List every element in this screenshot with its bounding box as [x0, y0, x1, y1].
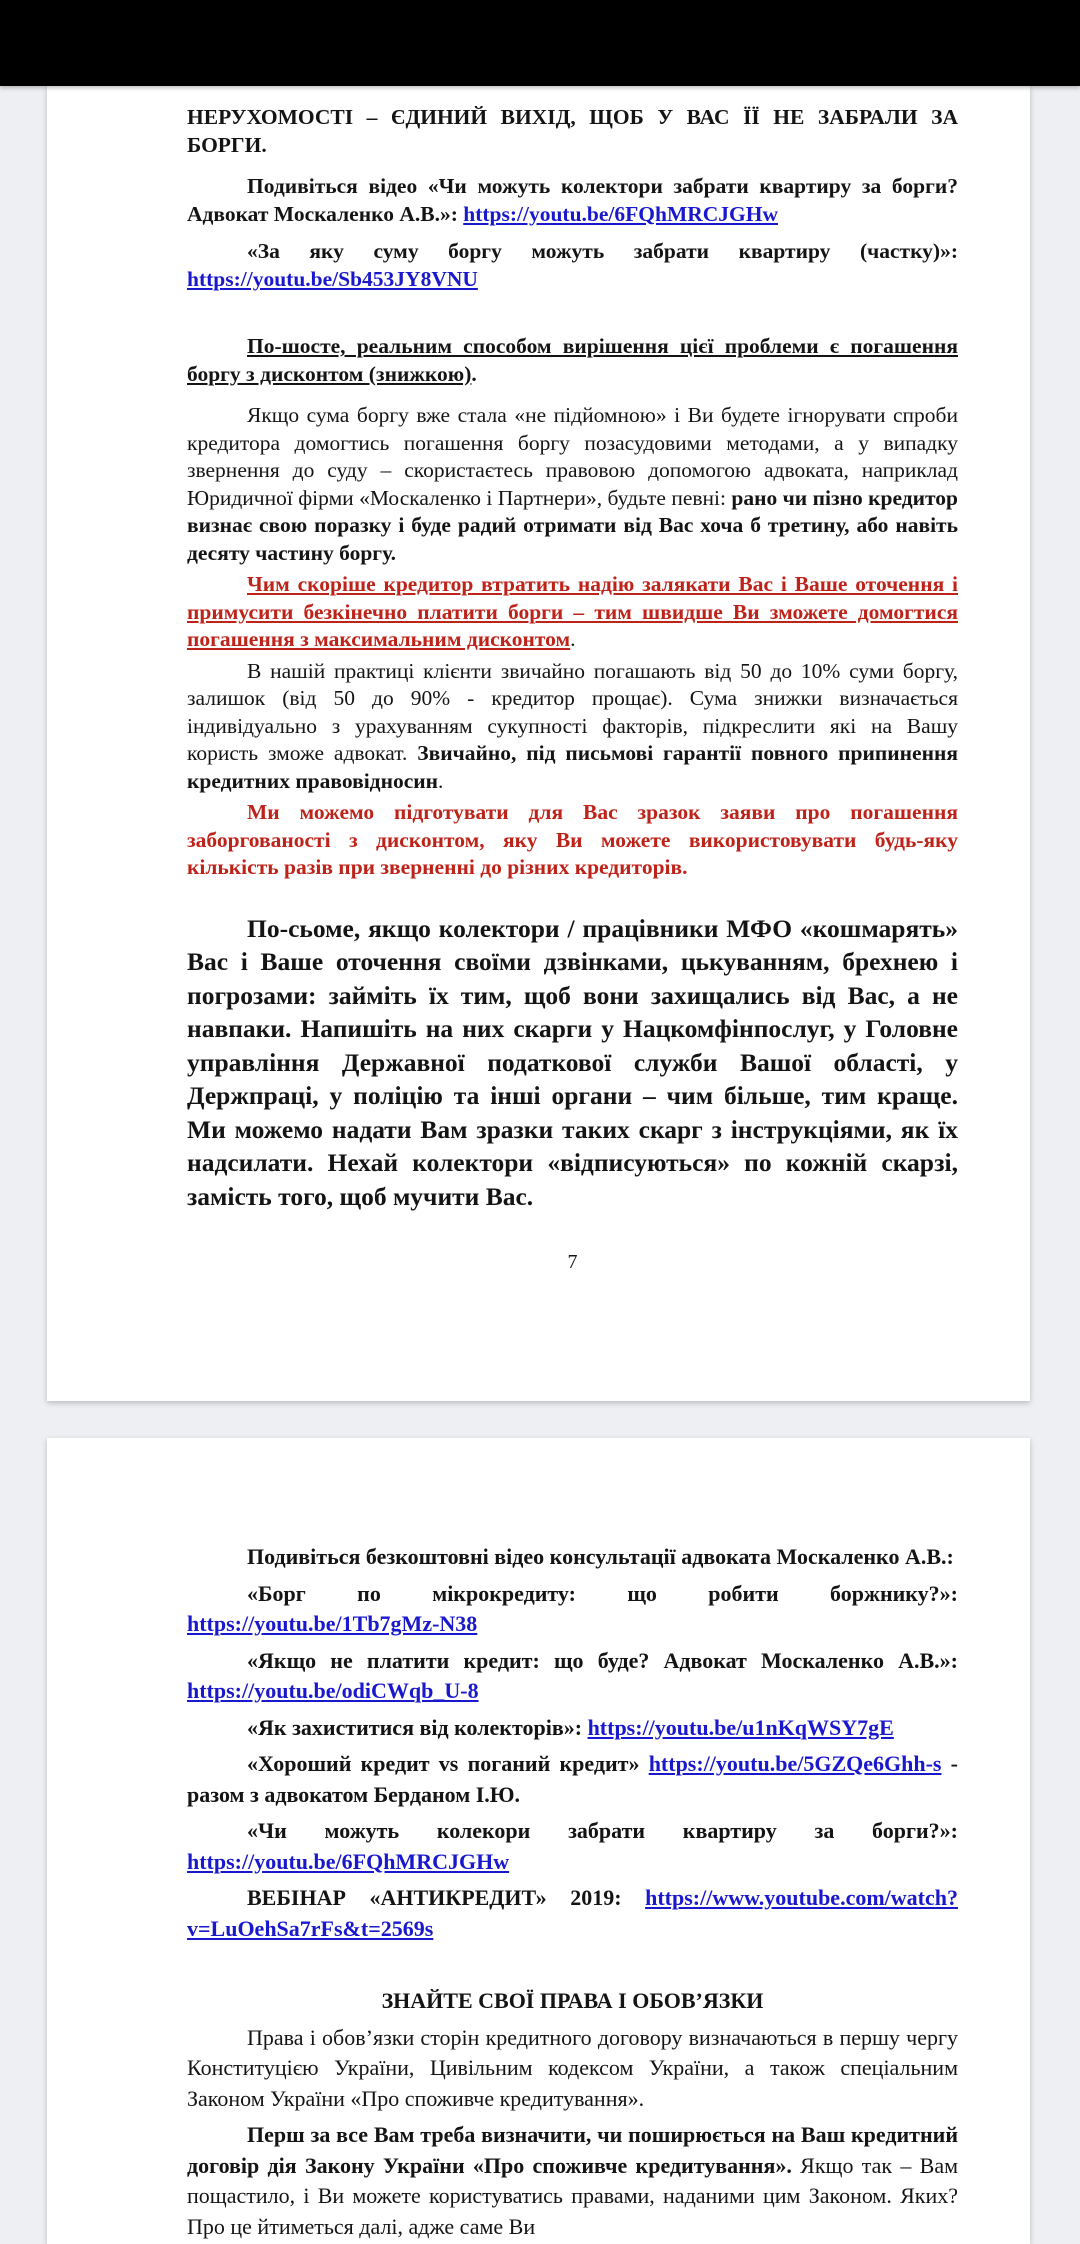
text-segment: ЗНАЙТЕ СВОЇ ПРАВА І ОБОВ’ЯЗКИ: [381, 1988, 764, 2013]
page-2-content: [47, 1438, 1030, 2244]
document-page-1: [47, 86, 1030, 1401]
paragraph-po-some: [187, 912, 958, 1214]
top-black-bar: [0, 0, 1080, 86]
text-segment: Права і обов’язки сторін кредитного договору визначаються в першу чергу Конституцією України, Цивільним кодексом України, а також спеціальним Законом України «Про споживче кредитування».: [187, 2024, 958, 2111]
text-segment: Ми можемо підготувати для Вас зразок заяви про погашення заборгованості з дисконтом, яку Ви можете використовувати будь-яку кількість разів при зверненні до різних кредиторів.: [187, 800, 958, 879]
text-segment: «Якщо не платити кредит: що буде? Адвокат Москаленко А.В.»:: [247, 1647, 958, 1673]
page-1-content: [47, 86, 1030, 1401]
text-segment: ВЕБІНАР «АНТИКРЕДИТ» 2019:: [247, 1885, 646, 1910]
text-segment: По-шосте, реальним способом вирішення цієї проблеми є погашення боргу з дисконтом (знижкою): [187, 334, 958, 386]
text-segment: - разом з адвокатом Берданом І.Ю.: [187, 1751, 959, 1807]
paragraph-real-estate-heading: [187, 104, 958, 159]
paragraph-video-ne-platyty: [187, 1646, 958, 1707]
text-segment: «За яку суму боргу можуть забрати квартиру (частку)»:: [247, 239, 958, 263]
paragraph-bezkoshtovni-video: [187, 1542, 958, 1573]
paragraph-chym-skorishe-red: [187, 571, 958, 654]
page-number: [187, 1249, 958, 1277]
hyperlink[interactable]: https://youtu.be/1Tb7gMz-N38: [187, 1611, 478, 1636]
text-segment: Перш за все Вам треба визначити, чи поширюється на Ваш кредитний договір дія Закону України «Про споживче кредитування».: [187, 2122, 958, 2178]
text-segment: «Чи можуть колекори забрати квартиру за борги?»:: [247, 1818, 958, 1843]
hyperlink[interactable]: https://youtu.be/6FQhMRCJGHw: [463, 201, 779, 226]
paragraph-video-kvartyra: [187, 173, 958, 228]
text-segment: .: [471, 361, 477, 386]
text-segment: 7: [567, 1251, 578, 1273]
paragraph-video-mikrokredyt: [187, 1579, 958, 1640]
text-segment: Чим скоріше кредитор втратить надію залякати Вас і Ваше оточення і примусити безкінечно платити борги – тим швидше Ви зможете домогтися погашення з максимальним дисконтом: [187, 572, 958, 651]
document-canvas: [0, 86, 1080, 2244]
text-segment: НЕРУХОМОСТІ – ЄДИНИЙ ВИХІД, ЩОБ У ВАС ЇЇ НЕ ЗАБРАЛИ ЗА БОРГИ.: [187, 105, 958, 157]
paragraph-persh-za-vse-bottom-cutoff: [187, 2120, 958, 2242]
text-segment: «Хороший кредит vs поганий кредит»: [247, 1751, 649, 1776]
text-segment: «Як захиститися від колекторів»:: [247, 1714, 588, 1740]
paragraph-video-suma-borgu: [187, 238, 958, 293]
text-segment: .: [438, 768, 444, 793]
text-segment: рано чи пізно кредитор визнає свою поразку і буде радий отримати від Вас хоча б третину, або навіть десяту частину боргу.: [187, 485, 958, 565]
paragraph-yakshcho-suma: [187, 402, 958, 567]
hyperlink[interactable]: https://www.youtube.com/watch?v=LuOehSa7rFs&t=2569s: [187, 1885, 958, 1941]
hyperlink[interactable]: https://youtu.be/u1nKqWSY7gE: [587, 1714, 894, 1740]
paragraph-nasha-praktyka: [187, 658, 958, 796]
section-heading-znaite-prava: [187, 1986, 958, 2017]
hyperlink[interactable]: https://youtu.be/Sb453JY8VNU: [187, 266, 478, 291]
text-segment: Звичайно, під письмові гарантії повного припинення кредитних правовідносин: [187, 741, 958, 793]
paragraph-prava-i-oboviazky: [187, 2023, 958, 2115]
paragraph-webinar-antykredyt: [187, 1883, 958, 1944]
paragraph-po-shoste: [187, 333, 958, 388]
paragraph-video-khoroshyi-kredyt: [187, 1749, 958, 1810]
text-segment: Подивіться безкоштовні відео консультації адвоката Москаленко А.В.:: [247, 1544, 954, 1569]
hyperlink[interactable]: https://youtu.be/6FQhMRCJGHw: [187, 1848, 510, 1874]
text-segment: Подивіться відео «Чи можуть колектори забрати квартиру за борги? Адвокат Москаленко А.В.»:: [187, 174, 958, 226]
text-segment: .: [570, 627, 576, 651]
paragraph-video-zakhystytysia: [187, 1713, 958, 1744]
text-segment: В нашій практиці клієнти звичайно погашають від 50 до 10% суми боргу, залишок (від 50 до 90% - кредитор прощає). Сума знижки визначається індивідуально з урахуванням сукупності факторів, підкреслити які на Вашу користь зможе адвокат.: [187, 658, 958, 765]
text-segment: По-сьоме, якщо колектори / працівники МФО «кошмарять» Вас і Ваше оточення своїми дзвінками, цькуванням, брехнею і погрозами: займіть їх тим, щоб вони захищались від Вас, а не навпаки. Напишіть на них скарги у Нацкомфінпослуг, у Головне управління Державної податкової служби Вашої області, у Держпраці, у поліцію та інші органи – чим більше, тим краще. Ми можемо надати Вам зразки таких скарг з інструкціями, як їх надсилати. Нехай колектори «відписуються» по кожній скарзі, замість того, щоб мучити Вас.: [187, 913, 958, 1211]
document-page-2: [47, 1438, 1030, 2244]
paragraph-my-mozhemo-red: [187, 799, 958, 882]
text-segment: Якщо так – Вам пощастило, і Ви можете користуватись правами, наданими цим Законом. Яких? Про це йтиметься далі, адже саме Ви: [187, 2152, 959, 2239]
hyperlink[interactable]: https://youtu.be/5GZQe6Ghh-s: [648, 1751, 942, 1776]
text-segment: Якщо сума боргу вже стала «не підйомною» і Ви будете ігнорувати спроби кредитора домогтись погашення боргу позасудовими методами, а у випадку звернення до суду – скористаєтесь правовою допомогою адвоката, наприклад Юридичної фірми «Москаленко і Партнери», будьте певні:: [187, 403, 958, 510]
hyperlink[interactable]: https://youtu.be/odiCWqb_U-8: [187, 1678, 479, 1703]
text-segment: «Борг по мікрокредиту: що робити боржнику?»:: [247, 1580, 958, 1606]
paragraph-video-kolekory: [187, 1816, 958, 1877]
